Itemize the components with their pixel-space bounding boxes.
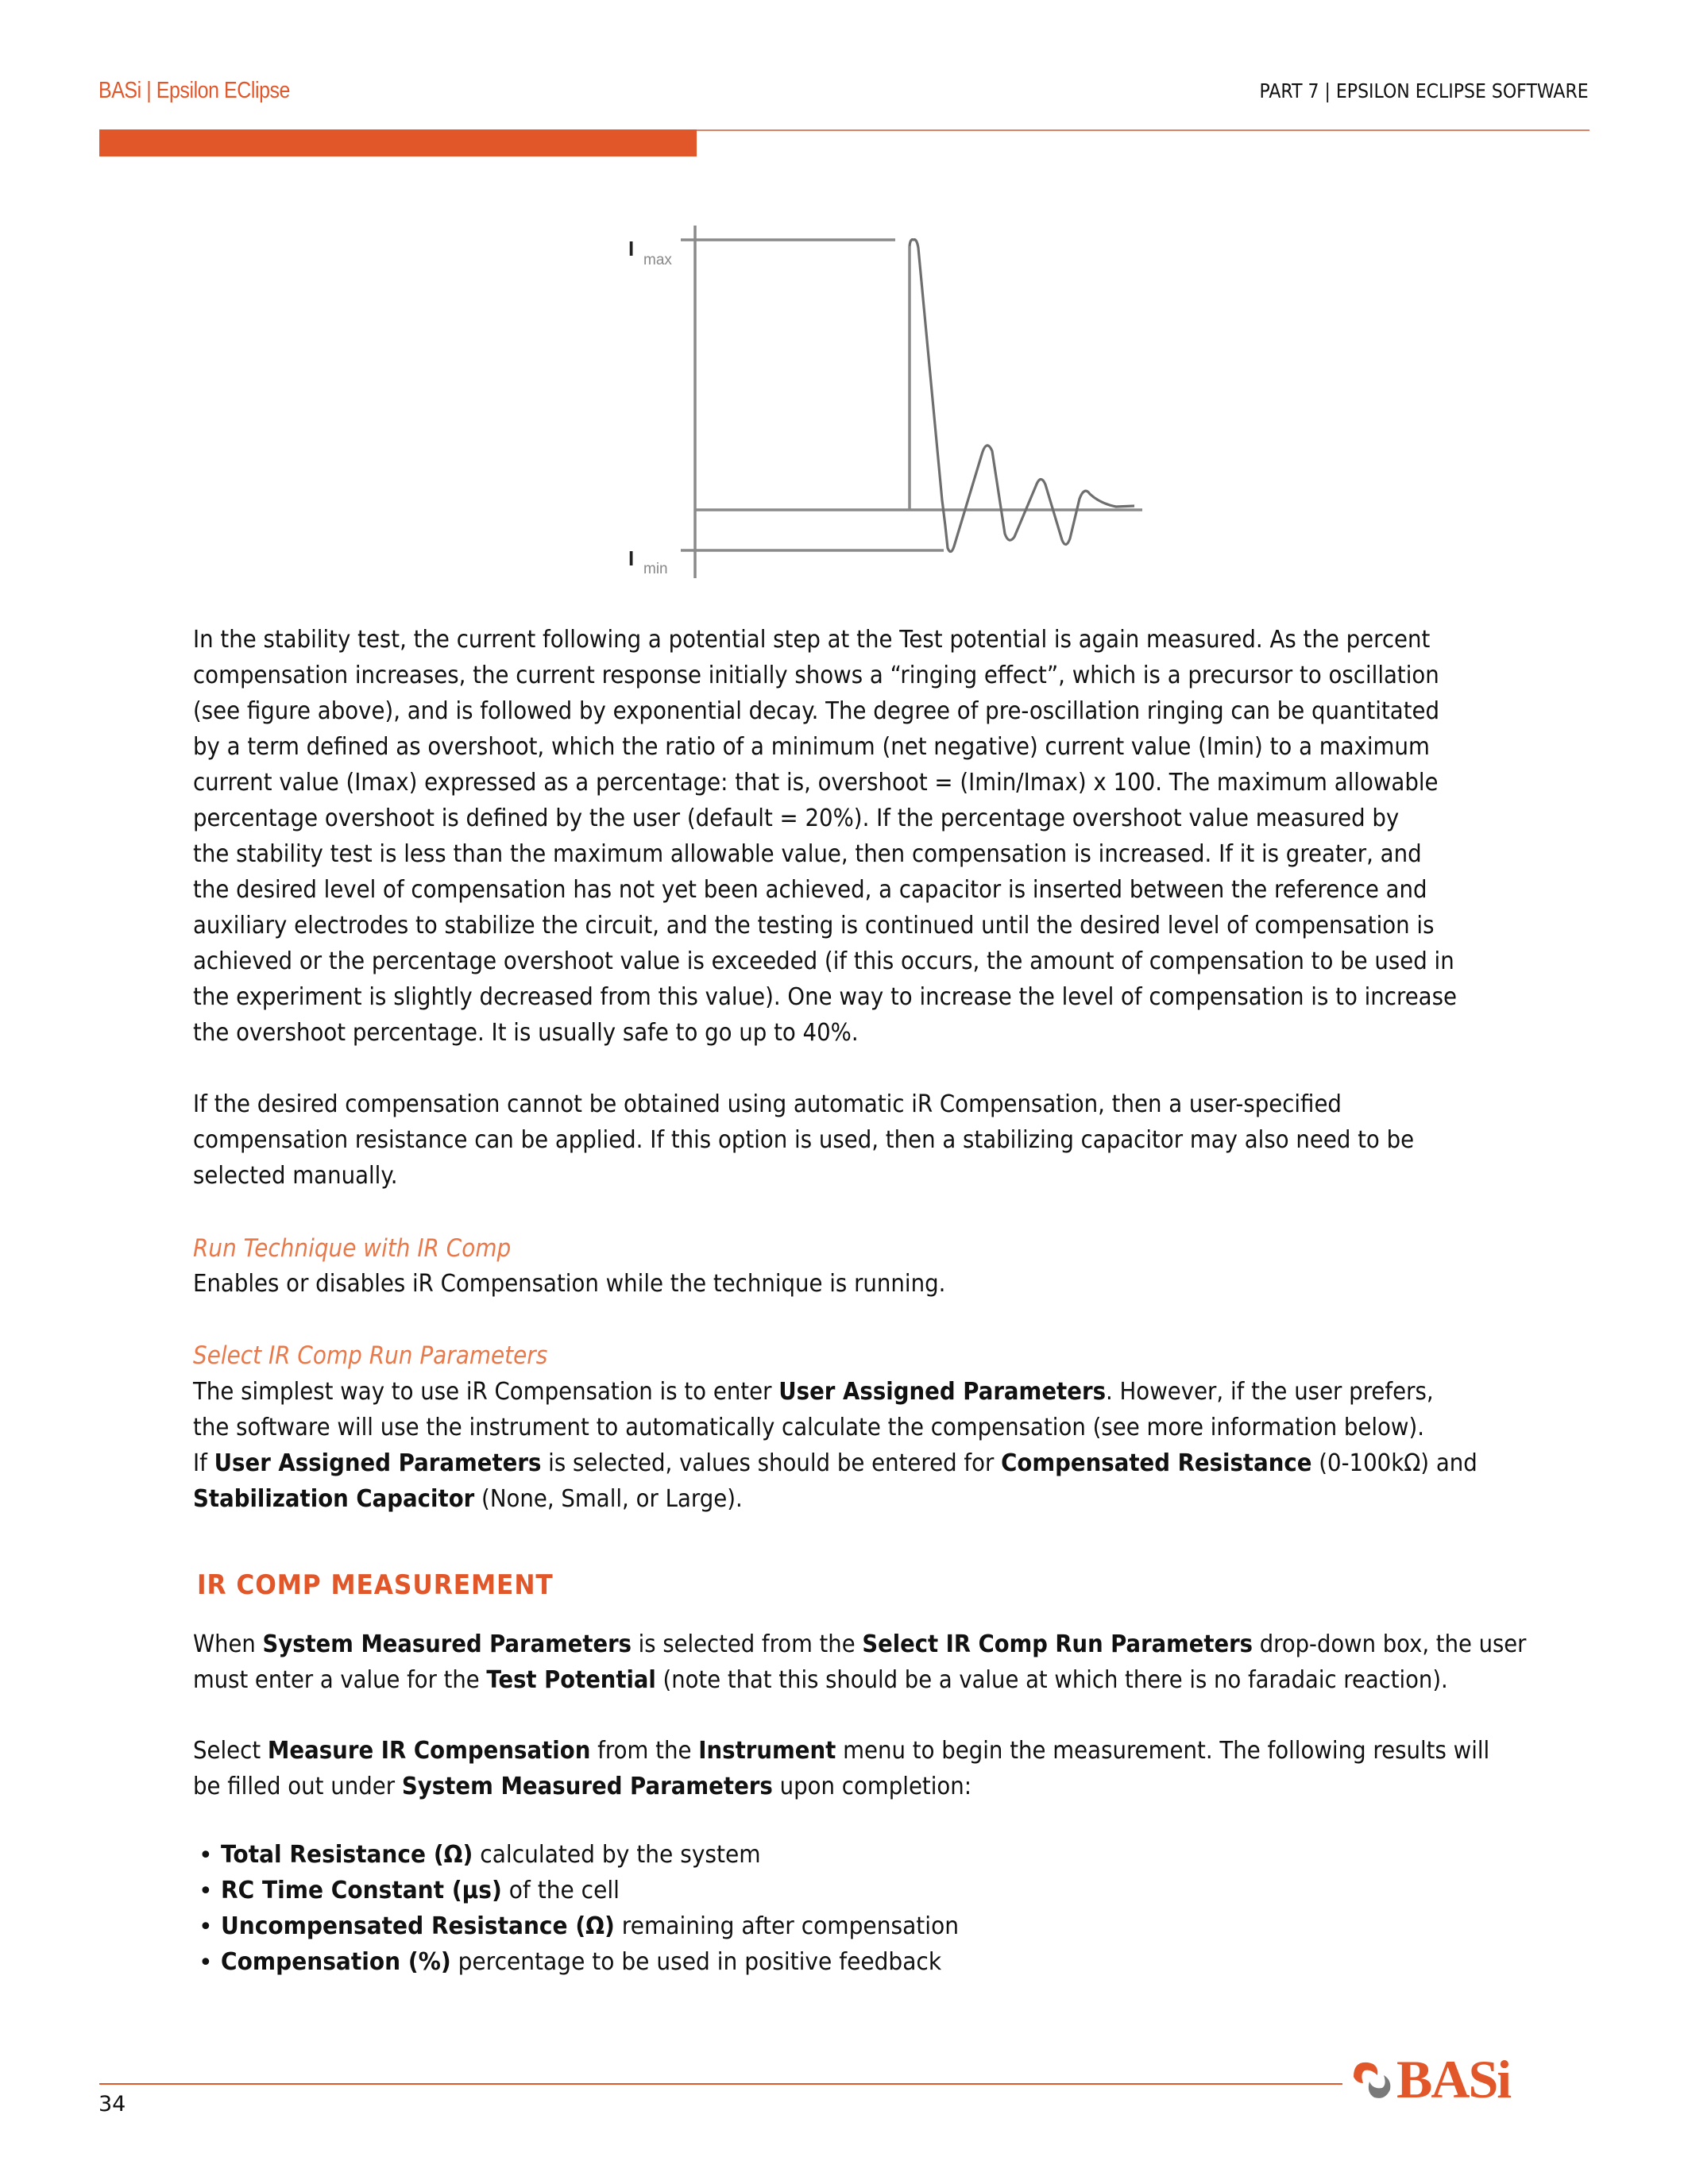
text-run: of the cell [501,1876,620,1904]
paragraph-line [193,1772,972,1800]
text-run: (None, Small, or Large). [474,1484,743,1513]
bold-term: Select IR Comp Run Parameters [862,1630,1253,1658]
text-run: is selected from the [631,1630,863,1658]
text-run: be filled out under [193,1772,402,1800]
text-run: . However, if the user prefers, [1105,1377,1434,1406]
text-run: menu to begin the measurement. The following results will [836,1736,1490,1765]
bold-term: RC Time Constant (µs) [221,1876,502,1904]
text-run: (0-100kΩ) and [1311,1449,1477,1477]
bullet-list-item [221,1876,620,1904]
bullet-list-item [221,1947,942,1976]
bullet-icon: • [199,1913,213,1941]
paragraph-line: the stability test is less than the maximum allowable value, then compensation is increased. If it is greater, and [193,839,1422,868]
paragraph-line: the overshoot percentage. It is usually safe to go up to 40%. [193,1018,859,1047]
paragraph-line: the desired level of compensation has not yet been achieved, a capacitor is inserted between the reference and [193,875,1427,904]
header-document-title: BASi | Epsilon EClipse [98,78,290,103]
paragraph-line: compensation resistance can be applied. If this option is used, then a stabilizing capacitor may also need to be [193,1125,1415,1154]
text-run: is selected, values should be entered for [541,1449,1002,1477]
text-run: from the [590,1736,699,1765]
paragraph-line: If the desired compensation cannot be obtained using automatic iR Compensation, then a user-specified [193,1090,1342,1118]
bold-term: User Assigned Parameters [778,1377,1106,1406]
paragraph-line: auxiliary electrodes to stabilize the circuit, and the testing is continued until the desired level of compensation is [193,911,1435,940]
bold-term: Compensation (%) [221,1947,451,1976]
paragraph-line [193,1736,1490,1765]
bold-term: Compensated Resistance [1001,1449,1312,1477]
text-run: The simplest way to use iR Compensation is to enter [193,1377,779,1406]
figure-label-imax-sub: max [643,252,672,268]
text-run: (note that this should be a value at which there is no faradaic reaction). [655,1665,1448,1694]
paragraph-line: In the stability test, the current following a potential step at the Test potential is again measured. As the percent [193,625,1431,654]
bullet-icon: • [199,1877,213,1905]
bold-term: Total Resistance (Ω) [221,1840,473,1869]
paragraph-line [193,1449,1477,1477]
ringing-effect-figure [620,218,1160,592]
text-run: drop-down box, the user [1252,1630,1527,1658]
text-run: the software will use the instrument to automatically calculate the compensation (see more information below). [193,1413,1425,1441]
figure-current-trace [910,240,1134,552]
bullet-list-item [221,1840,761,1869]
text-run: percentage to be used in positive feedback [450,1947,942,1976]
bold-term: System Measured Parameters [262,1630,632,1658]
bold-term: Measure IR Compensation [267,1736,591,1765]
text-run: If [193,1449,214,1477]
paragraph-line: (see figure above), and is followed by exponential decay. The degree of pre-oscillation ringing can be quantitated [193,696,1440,725]
text-run: must enter a value for the [193,1665,487,1694]
bold-term: Test Potential [486,1665,656,1694]
paragraph-line: by a term defined as overshoot, which the ratio of a minimum (net negative) current value (Imin) to a maximum [193,732,1430,761]
paragraph-line: selected manually. [193,1161,398,1190]
paragraph-line [193,1665,1448,1694]
run-technique-description: Enables or disables iR Compensation while the technique is running. [193,1269,946,1298]
paragraph-line: the experiment is slightly decreased from this value). One way to increase the level of compensation is to increase [193,982,1457,1011]
header-rule [697,129,1590,131]
paragraph-line [193,1630,1527,1658]
paragraph-line [193,1413,1425,1441]
bold-term: Uncompensated Resistance (Ω) [221,1912,615,1940]
paragraph-line: compensation increases, the current response initially shows a “ringing effect”, which is a precursor to oscillation [193,661,1439,689]
bold-term: System Measured Parameters [401,1772,773,1800]
text-run: upon completion: [772,1772,972,1800]
bold-term: Instrument [698,1736,836,1765]
paragraph-line: percentage overshoot is defined by the user (default = 20%). If the percentage overshoot value measured by [193,804,1400,832]
text-run: calculated by the system [473,1840,761,1869]
text-run: When [193,1630,263,1658]
text-run: Select [193,1736,268,1765]
page-number: 34 [98,2092,126,2116]
bold-term: User Assigned Parameters [214,1449,542,1477]
bold-term: Stabilization Capacitor [193,1484,475,1513]
subheading-run-technique: Run Technique with IR Comp [193,1233,512,1263]
bullet-icon: • [199,1842,213,1870]
basi-swirl-logo-icon [1354,2062,1390,2098]
paragraph-line [193,1484,743,1513]
paragraph-line: achieved or the percentage overshoot value is exceeded (if this occurs, the amount of compensation to be used in [193,947,1454,975]
subheading-select-params: Select IR Comp Run Parameters [193,1341,548,1370]
header-section-title: PART 7 | EPSILON ECLIPSE SOFTWARE [1259,79,1589,102]
basi-logo-text: BASi [1396,2049,1511,2109]
section-heading-ir-comp-measurement: IR COMP MEASUREMENT [197,1569,554,1601]
basi-logo [1342,2045,1597,2109]
figure-label-imin-i: I [628,546,635,570]
text-run: remaining after compensation [614,1912,960,1940]
figure-label-imax-i: I [628,237,635,260]
paragraph-line [193,1377,1434,1406]
footer-rule [99,2083,1342,2085]
bullet-icon: • [199,1949,213,1977]
paragraph-line: current value (Imax) expressed as a percentage: that is, overshoot = (Imin/Imax) x 100. The maximum allowable [193,768,1439,797]
header-accent-bar [99,129,697,156]
figure-label-imin-sub: min [643,561,668,577]
bullet-list-item [221,1912,960,1940]
